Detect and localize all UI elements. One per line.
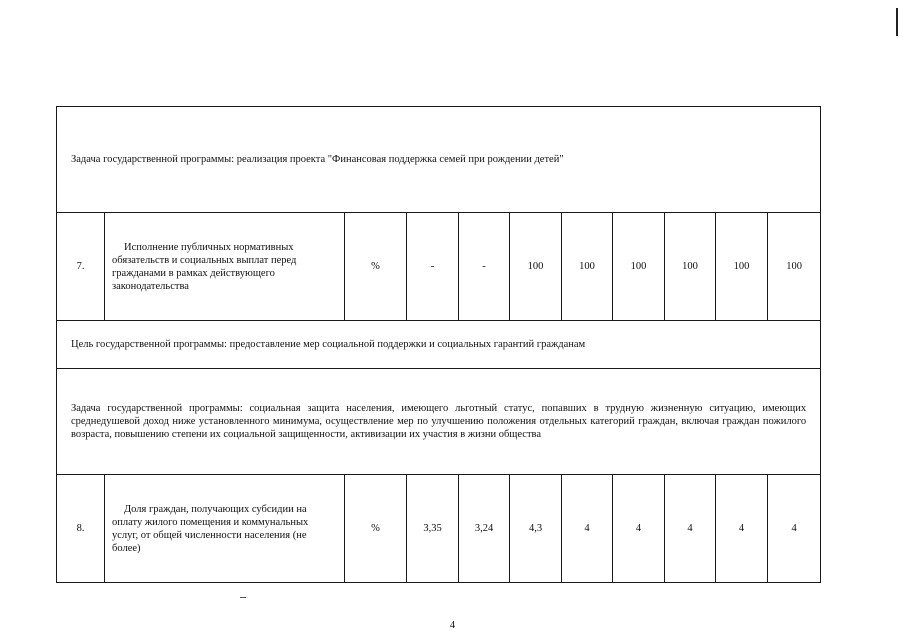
section-goal2-text: Цель государственной программы: предоставление мер социальной поддержки и социальных гарантий гражданам [57, 321, 821, 369]
scan-artifact-line [896, 8, 898, 36]
scan-artifact-dot [240, 597, 246, 598]
value-cell: - [459, 213, 510, 321]
page-number: 4 [449, 620, 456, 631]
value-cell: 100 [768, 213, 821, 321]
value-cell: 4,3 [510, 475, 562, 583]
indicator-name-text: Исполнение публичных нормативных обязательств и социальных выплат перед гражданами в рамках действующего законодательства [112, 241, 297, 292]
value-cell: 4 [665, 475, 716, 583]
indicator-name [105, 213, 345, 321]
value-cell: 3,35 [407, 475, 459, 583]
value-cell: 4 [716, 475, 768, 583]
value-cell: 4 [562, 475, 613, 583]
section-row-task1 [57, 107, 821, 213]
row-number: 7. [57, 213, 105, 321]
value-cell: 100 [716, 213, 768, 321]
value-cell: 3,24 [459, 475, 510, 583]
section-task1-text: Задача государственной программы: реализация проекта "Финансовая поддержка семей при рождении детей" [57, 107, 821, 213]
value-cell: 100 [665, 213, 716, 321]
unit-cell: % [345, 213, 407, 321]
value-cell: - [407, 213, 459, 321]
value-cell: 4 [613, 475, 665, 583]
row-number: 8. [57, 475, 105, 583]
unit-cell: % [345, 475, 407, 583]
section-task2-text: Задача государственной программы: социальная защита населения, имеющего льготный статус, попавших в трудную жизненную ситуацию, имеющих среднедушевой доход ниже установленного минимума, осуществление мер по улучшению положения отдельных категорий граждан, включая граждан пожилого возраста, повышению степени их социальной защищенности, активизации их участия в жизни общества [57, 369, 821, 475]
value-cell: 100 [510, 213, 562, 321]
value-cell: 4 [768, 475, 821, 583]
value-cell: 100 [562, 213, 613, 321]
table-row [57, 213, 821, 321]
indicator-name [105, 475, 345, 583]
table-row [57, 475, 821, 583]
indicator-name-text: Доля граждан, получающих субсидии на оплату жилого помещения и коммунальных услуг, от общей численности населения (не более) [112, 503, 309, 554]
section-row-task2 [57, 369, 821, 475]
section-row-goal2 [57, 321, 821, 369]
indicators-table [56, 106, 821, 583]
value-cell: 100 [613, 213, 665, 321]
